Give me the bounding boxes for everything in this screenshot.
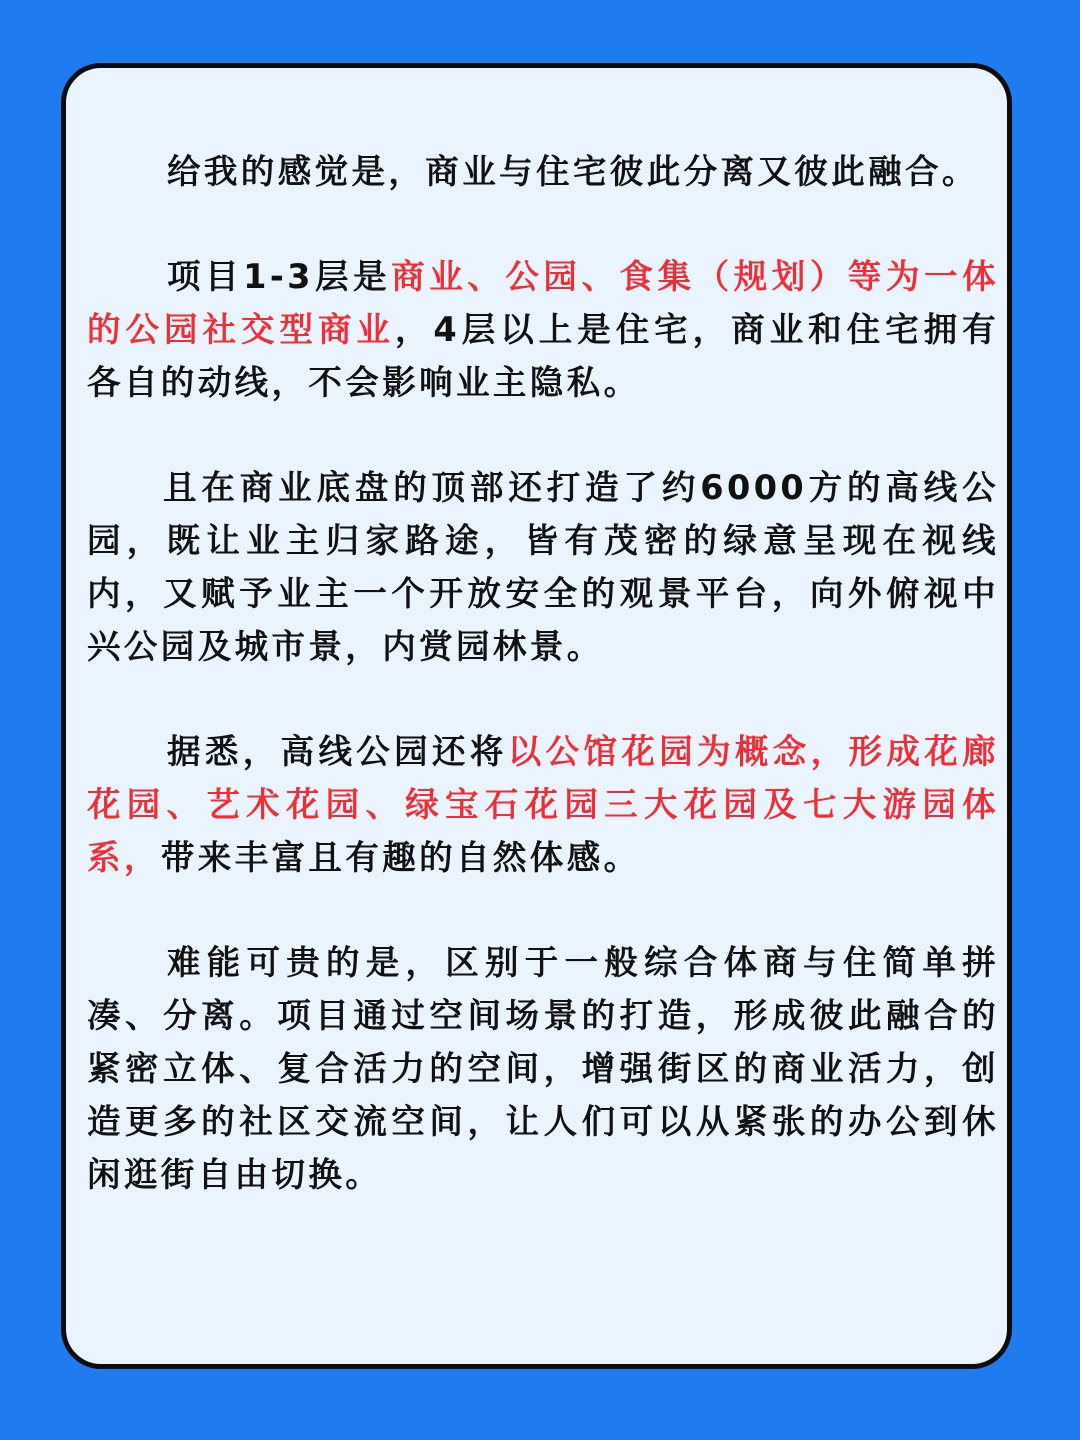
- article-body: [87, 145, 999, 1253]
- paragraph-1-text: 给我的感觉是，商业与住宅彼此分离又彼此融合。: [167, 152, 979, 191]
- paragraph-4: [87, 725, 999, 884]
- paragraph-3: [87, 461, 999, 673]
- paragraph-4-post: 带来丰富且有趣的自然体感。: [160, 838, 641, 877]
- paragraph-2: [87, 250, 999, 409]
- paragraph-2-post: ，4层以上是住宅，商业和住宅拥有各自的动线，不会影响业主隐私。: [87, 310, 1000, 402]
- paragraph-1: [87, 145, 999, 198]
- paragraph-2-pre: 项目1-3层是: [167, 257, 392, 296]
- paragraph-2-highlight: 商业、公园、食集（规划）等为一体的公园社交型商业: [87, 257, 999, 349]
- paragraph-4-highlight: 以公馆花园为概念，形成花廊花园、艺术花园、绿宝石花园三大花园及七大游园体系，: [87, 732, 1000, 877]
- content-card: [61, 63, 1012, 1369]
- paragraph-4-pre: 据悉，高线公园还将: [167, 732, 508, 771]
- paragraph-3-text: 且在商业底盘的顶部还打造了约6000方的高线公园，既让业主归家路途，皆有茂密的绿意呈现在视线内，又赋予业主一个开放安全的观景平台，向外俯视中兴公园及城市景，内赏园林景。: [87, 468, 999, 666]
- paragraph-5: [87, 936, 999, 1201]
- paragraph-5-text: 难能可贵的是，区别于一般综合体商与住简单拼凑、分离。项目通过空间场景的打造，形成彼此融合的紧密立体、复合活力的空间，增强街区的商业活力，创造更多的社区交流空间，让人们可以从紧张的办公到休闲逛街自由切换。: [87, 943, 999, 1194]
